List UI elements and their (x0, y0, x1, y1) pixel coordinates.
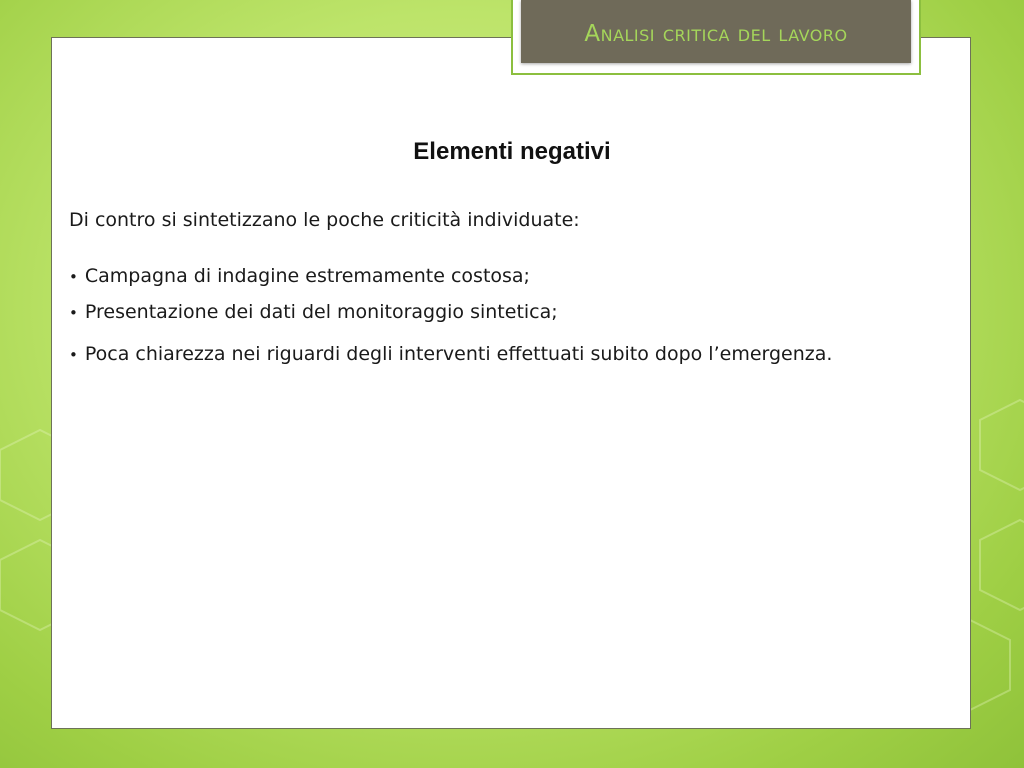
slide-title-bar (521, 0, 911, 63)
bullet-marker: • (69, 268, 78, 286)
bullet-marker: • (69, 304, 78, 322)
section-heading: Elementi negativi (413, 138, 611, 165)
bullet-text: Campagna di indagine estremamente costosa; (84, 265, 530, 287)
bullet-item (69, 265, 530, 287)
bullet-text: Poca chiarezza nei riguardi degli interventi effettuati subito dopo l’emergenza. (84, 343, 833, 365)
slide-title-tab (511, 0, 921, 75)
bullet-item (69, 343, 832, 365)
slide-content-panel (51, 37, 971, 729)
intro-text: Di contro si sintetizzano le poche criticità individuate: (69, 209, 580, 231)
bullet-marker: • (69, 346, 78, 364)
slide-title: Analisi critica del lavoro (584, 20, 848, 47)
bullet-text: Presentazione dei dati del monitoraggio sintetica; (84, 301, 558, 323)
bullet-item (69, 301, 558, 323)
